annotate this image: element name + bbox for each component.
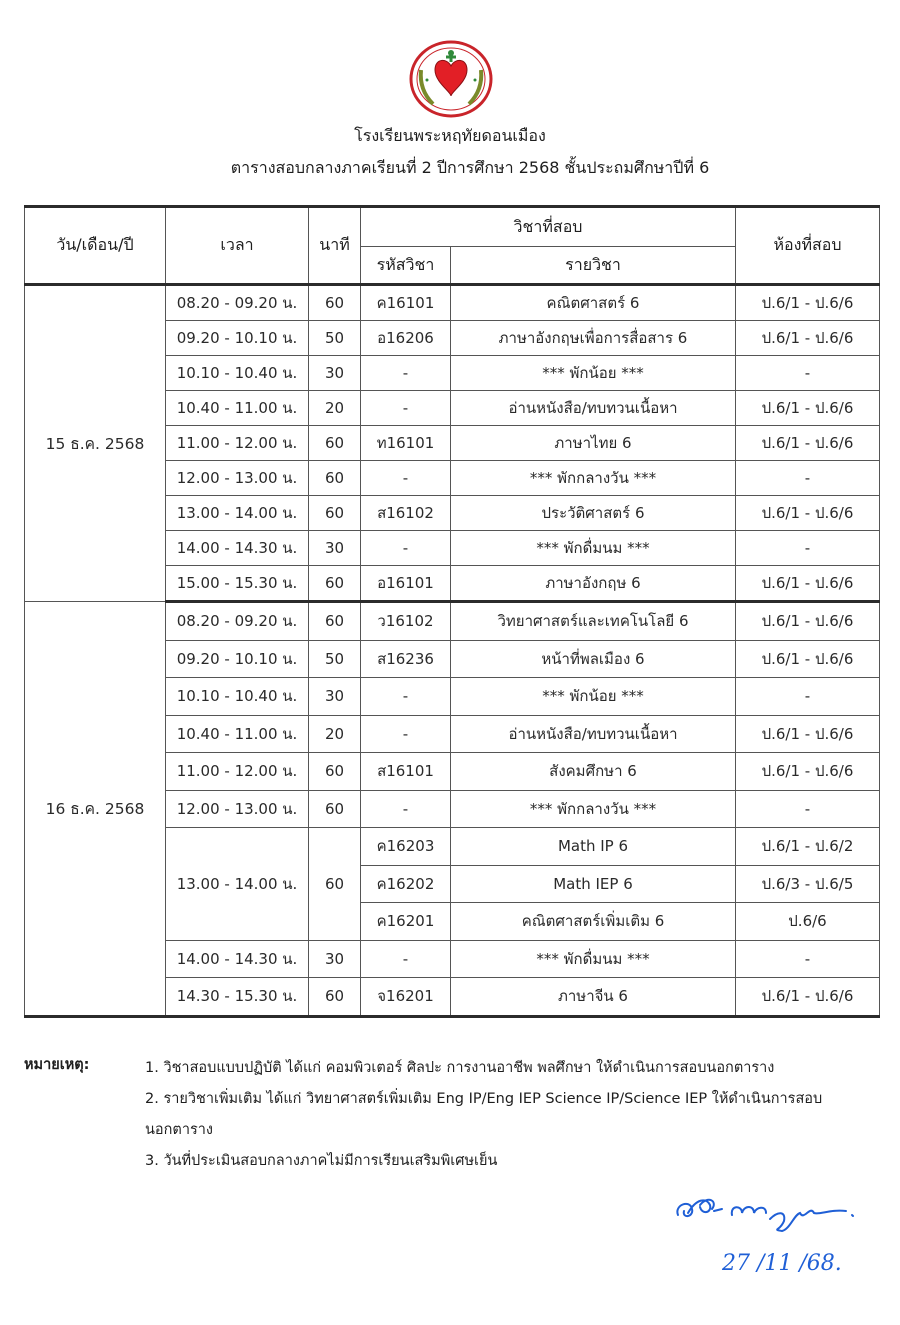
room-cell: ป.6/1 - ป.6/6 — [736, 715, 880, 753]
time-cell: 15.00 - 15.30 น. — [166, 566, 309, 602]
room-cell: ป.6/3 - ป.6/5 — [736, 865, 880, 903]
minutes-cell: 60 — [309, 753, 361, 791]
room-cell: - — [736, 356, 880, 391]
minutes-cell: 60 — [309, 978, 361, 1017]
handwritten-signature-icon — [670, 1185, 880, 1285]
room-cell: ป.6/1 - ป.6/6 — [736, 496, 880, 531]
minutes-cell: 60 — [309, 285, 361, 321]
notes-label: หมายเหตุ: — [24, 1057, 90, 1073]
code-cell: จ16201 — [361, 978, 451, 1017]
break-label: *** พักน้อย *** — [451, 678, 736, 716]
room-cell: - — [736, 461, 880, 496]
break-label: *** พักดื่มนม *** — [451, 531, 736, 566]
code-cell: ค16101 — [361, 285, 451, 321]
note-item-2-continued: นอกตาราง — [145, 1122, 213, 1138]
subject-cell: Math IEP 6 — [451, 865, 736, 903]
minutes-cell: 30 — [309, 356, 361, 391]
code-cell: - — [361, 790, 451, 828]
minutes-cell: 60 — [309, 426, 361, 461]
time-cell: 08.20 - 09.20 น. — [166, 285, 309, 321]
code-cell: ส16102 — [361, 496, 451, 531]
minutes-cell: 30 — [309, 531, 361, 566]
room-cell: ป.6/1 - ป.6/6 — [736, 640, 880, 678]
exam-schedule-table — [24, 205, 880, 1018]
code-cell: - — [361, 940, 451, 978]
subject-cell: หน้าที่พลเมือง 6 — [451, 640, 736, 678]
minutes-cell: 60 — [309, 461, 361, 496]
time-cell: 10.10 - 10.40 น. — [166, 356, 309, 391]
column-header-time: เวลา — [166, 207, 309, 285]
code-cell: ส16101 — [361, 753, 451, 791]
room-cell: ป.6/1 - ป.6/6 — [736, 321, 880, 356]
signature-block — [670, 1185, 880, 1285]
code-cell: - — [361, 391, 451, 426]
room-cell: - — [736, 531, 880, 566]
review-label: อ่านหนังสือ/ทบทวนเนื้อหา — [451, 715, 736, 753]
minutes-cell: 60 — [309, 790, 361, 828]
subject-cell: ประวัติศาสตร์ 6 — [451, 496, 736, 531]
break-label: *** พักน้อย *** — [451, 356, 736, 391]
room-cell: ป.6/6 — [736, 903, 880, 941]
code-cell: ค16201 — [361, 903, 451, 941]
subject-cell: วิทยาศาสตร์และเทคโนโลยี 6 — [451, 602, 736, 641]
time-cell: 10.40 - 11.00 น. — [166, 715, 309, 753]
signature-date: 27 /11 /68. — [722, 1251, 842, 1276]
minutes-cell: 60 — [309, 602, 361, 641]
room-cell: ป.6/1 - ป.6/2 — [736, 828, 880, 866]
subject-cell: Math IP 6 — [451, 828, 736, 866]
time-cell: 11.00 - 12.00 น. — [166, 426, 309, 461]
school-logo — [407, 40, 495, 118]
room-cell: ป.6/1 - ป.6/6 — [736, 391, 880, 426]
subject-cell: คณิตศาสตร์ 6 — [451, 285, 736, 321]
column-header-subject-group: วิชาที่สอบ — [361, 207, 736, 247]
time-cell: 13.00 - 14.00 น. — [166, 828, 309, 941]
time-cell: 13.00 - 14.00 น. — [166, 496, 309, 531]
time-cell: 14.00 - 14.30 น. — [166, 531, 309, 566]
code-cell: อ16101 — [361, 566, 451, 602]
table-row — [25, 285, 880, 321]
minutes-cell: 60 — [309, 828, 361, 941]
minutes-cell: 30 — [309, 940, 361, 978]
time-cell: 12.00 - 13.00 น. — [166, 790, 309, 828]
code-cell: ค16202 — [361, 865, 451, 903]
school-seal-icon — [407, 40, 495, 118]
document-title: ตารางสอบกลางภาคเรียนที่ 2 ปีการศึกษา 2568 ชั้นประถมศึกษาปีที่ 6 — [230, 158, 710, 177]
column-header-subject: รายวิชา — [451, 247, 736, 285]
code-cell: ส16236 — [361, 640, 451, 678]
subject-cell: ภาษาจีน 6 — [451, 978, 736, 1017]
school-name: โรงเรียนพระหฤทัยดอนเมือง — [354, 126, 546, 145]
exam-date: 15 ธ.ค. 2568 — [25, 285, 166, 602]
minutes-cell: 20 — [309, 715, 361, 753]
break-label: *** พักกลางวัน *** — [451, 461, 736, 496]
subject-cell: ภาษาอังกฤษ 6 — [451, 566, 736, 602]
time-cell: 14.00 - 14.30 น. — [166, 940, 309, 978]
code-cell: ว16102 — [361, 602, 451, 641]
time-cell: 14.30 - 15.30 น. — [166, 978, 309, 1017]
subject-cell: ภาษาอังกฤษเพื่อการสื่อสาร 6 — [451, 321, 736, 356]
code-cell: - — [361, 678, 451, 716]
note-item-3: 3. วันที่ประเมินสอบกลางภาคไม่มีการเรียนเสริมพิเศษเย็น — [145, 1153, 498, 1169]
code-cell: - — [361, 531, 451, 566]
room-cell: ป.6/1 - ป.6/6 — [736, 285, 880, 321]
table-row — [25, 602, 880, 641]
code-cell: - — [361, 715, 451, 753]
time-cell: 08.20 - 09.20 น. — [166, 602, 309, 641]
exam-date: 16 ธ.ค. 2568 — [25, 602, 166, 1017]
room-cell: ป.6/1 - ป.6/6 — [736, 978, 880, 1017]
minutes-cell: 50 — [309, 321, 361, 356]
room-cell: - — [736, 790, 880, 828]
time-cell: 10.10 - 10.40 น. — [166, 678, 309, 716]
minutes-cell: 60 — [309, 566, 361, 602]
room-cell: ป.6/1 - ป.6/6 — [736, 602, 880, 641]
minutes-cell: 30 — [309, 678, 361, 716]
room-cell: ป.6/1 - ป.6/6 — [736, 426, 880, 461]
time-cell: 12.00 - 13.00 น. — [166, 461, 309, 496]
code-cell: - — [361, 356, 451, 391]
room-cell: - — [736, 678, 880, 716]
break-label: *** พักดื่มนม *** — [451, 940, 736, 978]
time-cell: 11.00 - 12.00 น. — [166, 753, 309, 791]
time-cell: 09.20 - 10.10 น. — [166, 640, 309, 678]
column-header-minutes: นาที — [309, 207, 361, 285]
break-label: *** พักกลางวัน *** — [451, 790, 736, 828]
note-item-1: 1. วิชาสอบแบบปฏิบัติ ได้แก่ คอมพิวเตอร์ ศิลปะ การงานอาชีพ พลศึกษา ให้ดำเนินการสอบนอกตาราง — [145, 1060, 775, 1076]
code-cell: อ16206 — [361, 321, 451, 356]
minutes-cell: 60 — [309, 496, 361, 531]
column-header-code: รหัสวิชา — [361, 247, 451, 285]
time-cell: 09.20 - 10.10 น. — [166, 321, 309, 356]
minutes-cell: 20 — [309, 391, 361, 426]
room-cell: ป.6/1 - ป.6/6 — [736, 566, 880, 602]
subject-cell: คณิตศาสตร์เพิ่มเติม 6 — [451, 903, 736, 941]
code-cell: ท16101 — [361, 426, 451, 461]
code-cell: ค16203 — [361, 828, 451, 866]
note-item-2: 2. รายวิชาเพิ่มเติม ได้แก่ วิทยาศาสตร์เพิ่มเติม Eng IP/Eng IEP Science IP/Science IEP ให้ดำเนินการสอบ — [145, 1091, 823, 1107]
code-cell: - — [361, 461, 451, 496]
column-header-room: ห้องที่สอบ — [736, 207, 880, 285]
subject-cell: ภาษาไทย 6 — [451, 426, 736, 461]
time-cell: 10.40 - 11.00 น. — [166, 391, 309, 426]
column-header-date: วัน/เดือน/ปี — [25, 207, 166, 285]
room-cell: - — [736, 940, 880, 978]
subject-cell: สังคมศึกษา 6 — [451, 753, 736, 791]
room-cell: ป.6/1 - ป.6/6 — [736, 753, 880, 791]
minutes-cell: 50 — [309, 640, 361, 678]
review-label: อ่านหนังสือ/ทบทวนเนื้อหา — [451, 391, 736, 426]
